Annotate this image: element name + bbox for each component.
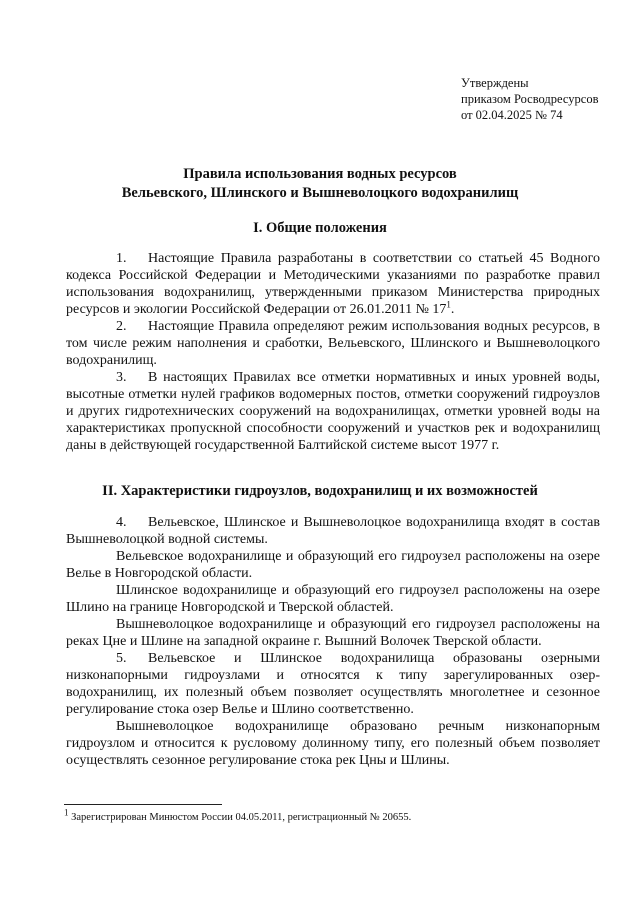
paragraph-text: Настоящие Правила разработаны в соответствии со статьей 45 Водного кодекса Российской Федерации и Методическими указаниями по разработке правил использования водохранилищ, утвержденными приказом Министерства природных ресурсов и экологии Российской Федерации от 26.01.2011 № 17: [66, 251, 600, 317]
paragraph-text: Настоящие Правила определяют режим использования водных ресурсов, в том числе режим наполнения и сработки, Вельевского, Шлинского и Вышневолоцкого водохранилищ.: [66, 319, 600, 368]
paragraph-number: 1.: [116, 251, 127, 266]
title-line-2: Вельевского, Шлинского и Вышневолоцкого водохранилищ: [121, 185, 519, 201]
title-line-1: Правила использования водных ресурсов: [183, 166, 457, 182]
footnote-reference: 1: [446, 299, 451, 310]
paragraph-3: [66, 369, 600, 454]
document-title: [60, 165, 580, 203]
paragraph-text: Вельевское и Шлинское водохранилища образованы озерными низконапорными гидроузлами и относятся к типу зарегулированных озер-водохранилищ, их полезный объем позволяет осуществлять многолетнее и сезонное регулирование стока озер Велье и Шлино соответственно.: [66, 651, 600, 717]
paragraph-number: 5.: [116, 651, 127, 666]
paragraph-1: [66, 250, 600, 318]
footnote-mark: 1: [64, 807, 69, 818]
paragraph-number: 4.: [116, 515, 127, 530]
footnote-divider: [64, 804, 222, 805]
section-1-body: [66, 250, 600, 454]
paragraph-4c: Шлинское водохранилище и образующий его гидроузел расположены на озере Шлино на границе Новгородской и Тверской областей.: [66, 583, 600, 615]
paragraph-4: [66, 514, 600, 548]
section-2-body: [66, 514, 600, 769]
paragraph-5b: Вышневолоцкое водохранилище образовано речным низконапорным гидроузлом и относится к русловому долинному типу, его полезный объем позволяет осуществлять сезонное регулирование стока рек Цны и Шлины.: [66, 719, 600, 768]
paragraph-4d: Вышневолоцкое водохранилище и образующий его гидроузел расположены на реках Цне и Шлине на западной окраине г. Вышний Волочек Тверской области.: [66, 617, 600, 649]
paragraph-end: .: [450, 302, 455, 317]
footnote-text: Зарегистрирован Минюстом России 04.05.2011, регистрационный № 20655.: [68, 812, 412, 823]
paragraph-2: [66, 318, 600, 369]
section-1-heading: I. Общие положения: [253, 220, 387, 236]
approval-line: Утверждены: [461, 76, 529, 90]
paragraph-number: 3.: [116, 370, 127, 385]
footnote: [64, 807, 584, 824]
paragraph-number: 2.: [116, 319, 127, 334]
approval-stamp: [461, 75, 621, 123]
paragraph-text: В настоящих Правилах все отметки нормативных и иных уровней воды, высотные отметки нулей графиков водомерных постов, отметки сооружений гидроузлов и других гидротехнических сооружений на водохранилищах, отметки уровней воды на характеристиках пропускной способности сооружений и участков рек и водохранилищ даны в действующей государственной Балтийской системе высот 1977 г.: [66, 370, 600, 453]
section-2-heading: II. Характеристики гидроузлов, водохранилищ и их возможностей: [102, 483, 538, 499]
paragraph-text: Вельевское, Шлинское и Вышневолоцкое водохранилища входят в состав Вышневолоцкой водной системы.: [66, 515, 600, 547]
paragraph-5: [66, 650, 600, 718]
approval-date-line: от 02.04.2025 № 74: [461, 108, 563, 122]
approval-order-line: приказом Росводресурсов: [461, 92, 599, 106]
paragraph-4b: Вельевское водохранилище и образующий его гидроузел расположены на озере Велье в Новгородской области.: [66, 549, 600, 581]
